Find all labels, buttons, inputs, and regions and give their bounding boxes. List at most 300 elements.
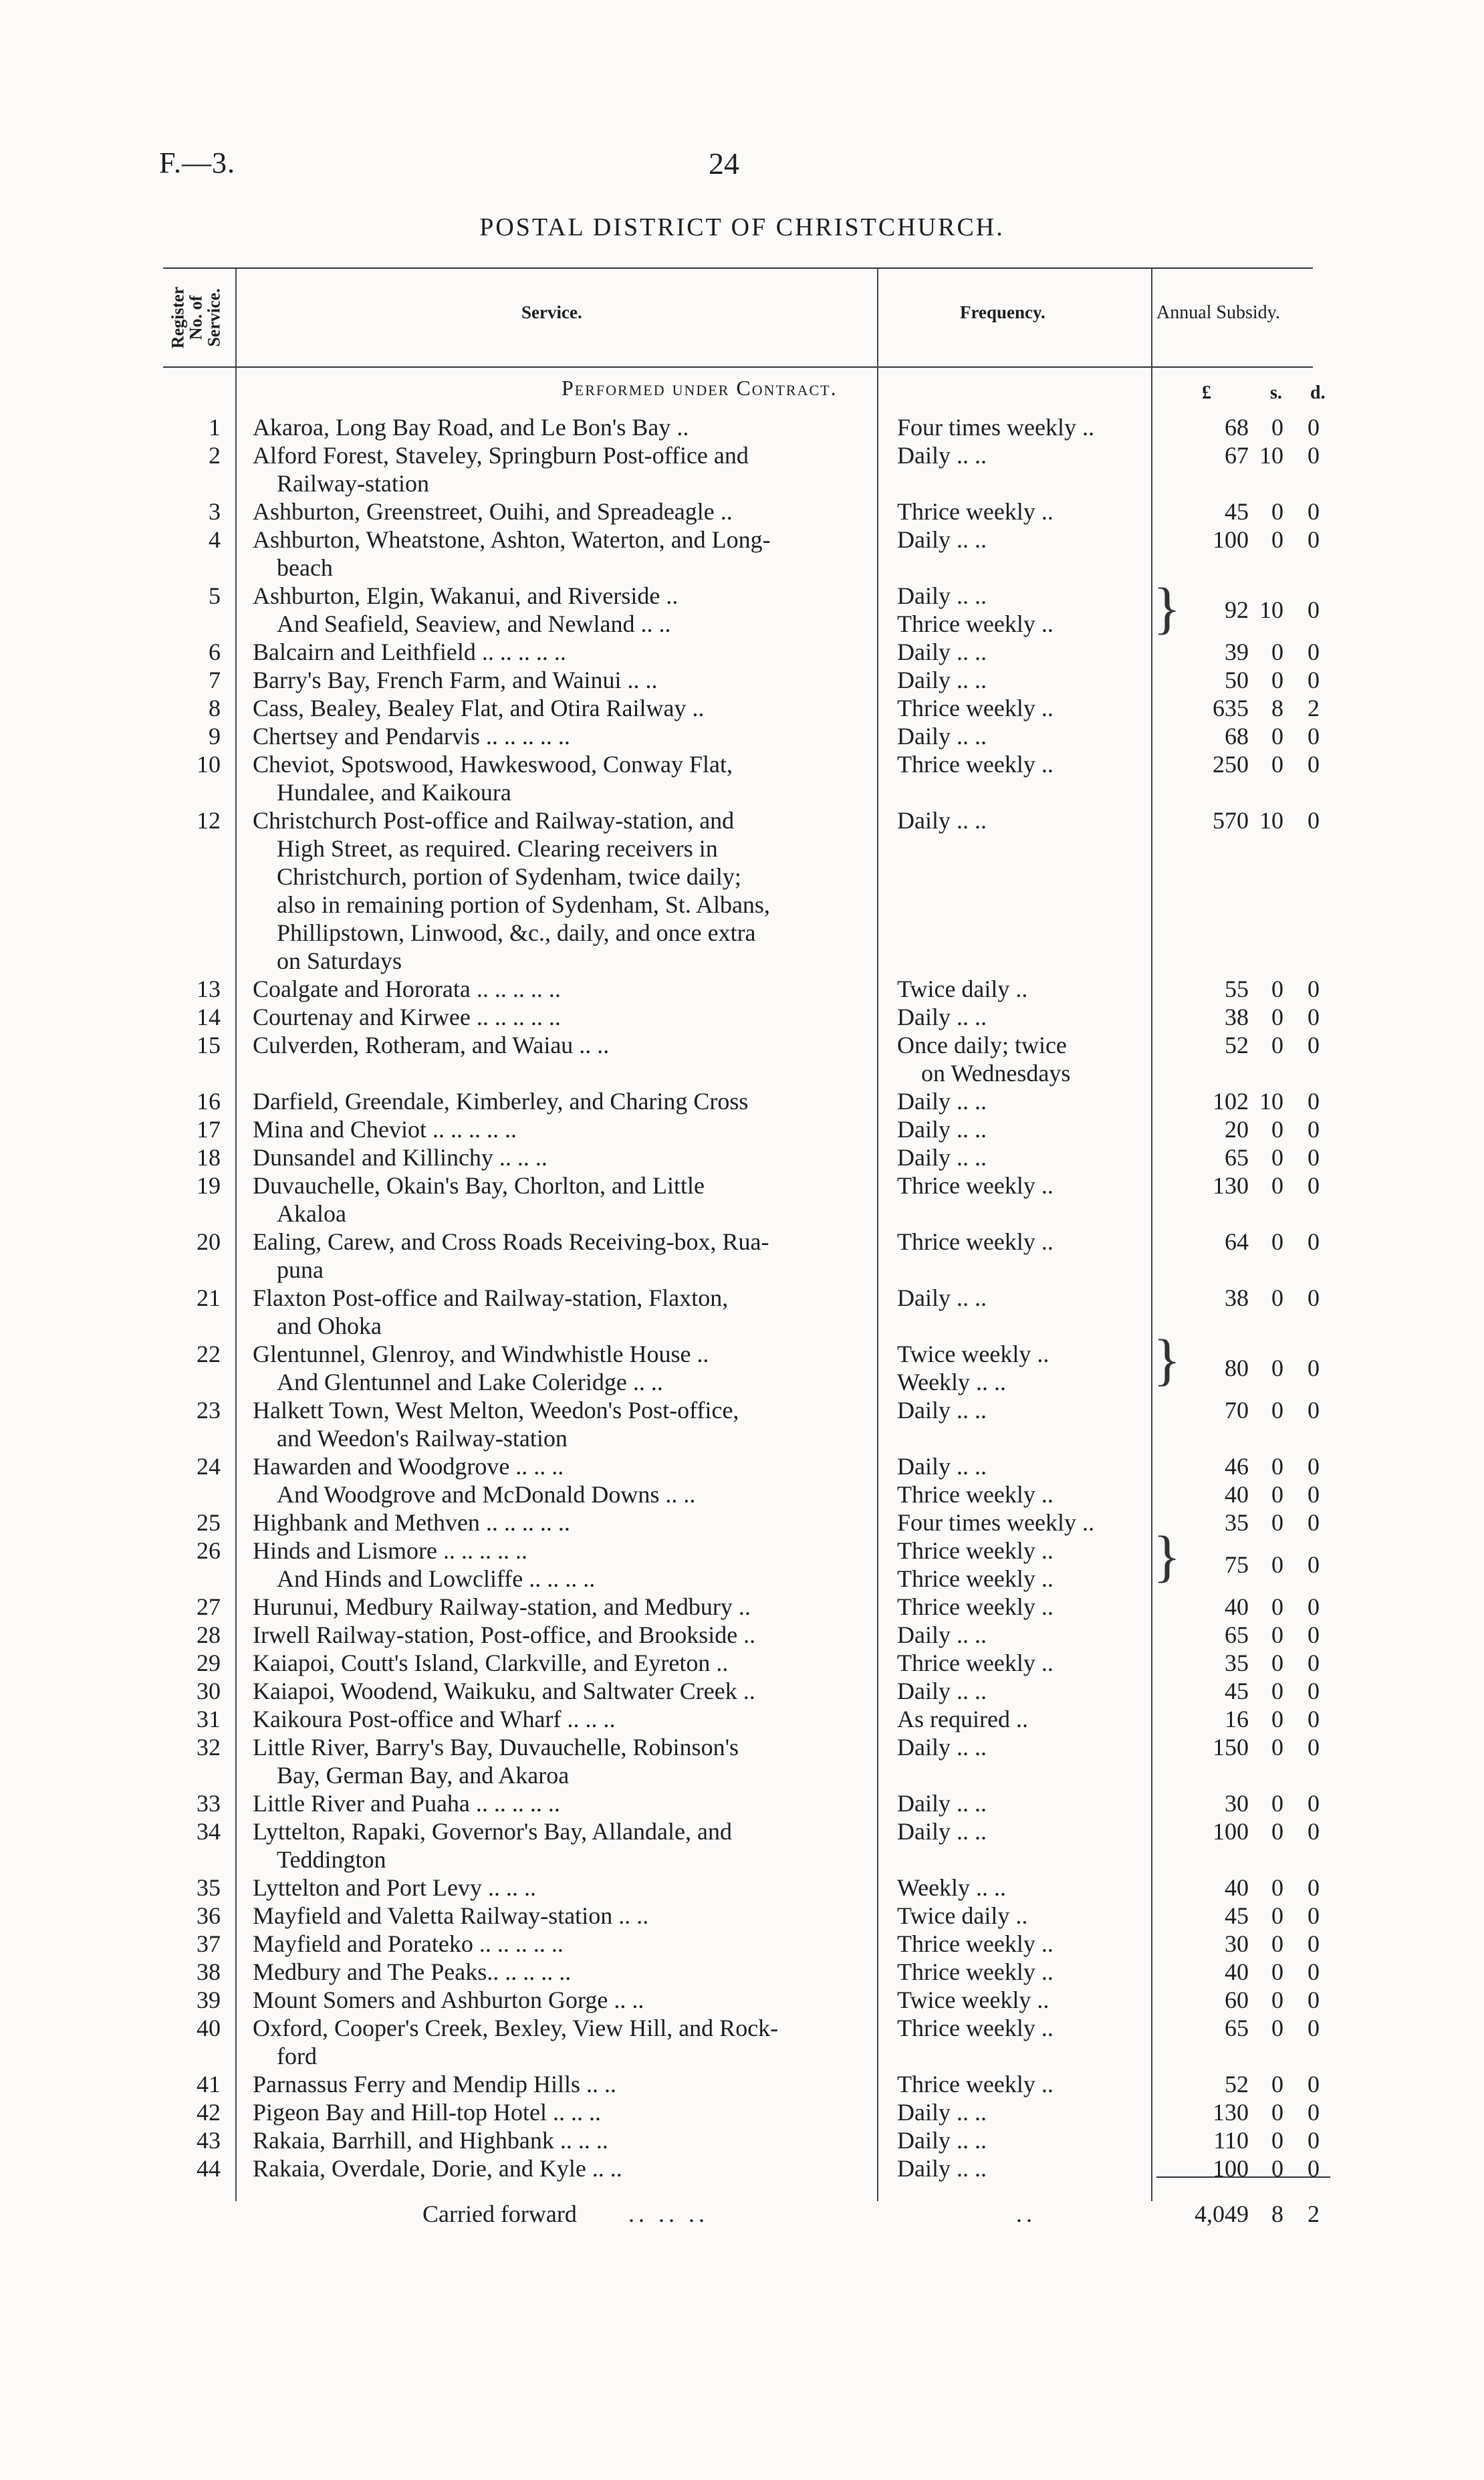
service-line: Railway-station — [277, 470, 429, 497]
register-number: 12 — [197, 807, 221, 834]
service-line: Little River, Barry's Bay, Duvauchelle, Robinson's — [253, 1734, 739, 1761]
frequency-cell — [897, 582, 1138, 638]
header-top-rule — [163, 267, 1313, 269]
register-number: 13 — [197, 976, 221, 1002]
carried-forward-leader-2: .. — [1016, 2201, 1036, 2227]
register-number: 31 — [197, 1706, 221, 1732]
subsidy-shillings: 0 — [1271, 1734, 1283, 1761]
subsidy-pounds: 40 — [1225, 1481, 1249, 1508]
service-line: Akaroa, Long Bay Road, and Le Bon's Bay .. — [253, 414, 689, 441]
subsidy-shillings: 0 — [1271, 1593, 1283, 1620]
service-line: Bay, German Bay, and Akaroa — [277, 1762, 570, 1789]
frequency-line: Thrice weekly .. — [897, 1565, 1054, 1592]
service-column-header: Service. — [521, 302, 582, 322]
service-line: Lyttelton and Port Levy .. .. .. — [253, 1874, 536, 1901]
register-number: 42 — [197, 2099, 221, 2126]
frequency-line: Daily .. .. — [897, 1621, 987, 1648]
frequency-cell — [897, 975, 1138, 1003]
subsidy-pounds: 102 — [1213, 1088, 1249, 1115]
service-line: And Glentunnel and Lake Coleridge .. .. — [277, 1369, 663, 1395]
subsidy-pence: 0 — [1308, 807, 1320, 834]
service-description — [253, 1508, 869, 1537]
subsidy-shillings: 0 — [1271, 1621, 1283, 1648]
subsidy-pounds: 92 — [1225, 596, 1249, 623]
frequency-cell — [897, 497, 1138, 526]
service-line: High Street, as required. Clearing receivers in — [277, 835, 718, 862]
register-number: 40 — [197, 2015, 221, 2041]
subsidy-pounds: 68 — [1225, 414, 1249, 441]
subsidy-pounds: 40 — [1225, 1958, 1249, 1985]
frequency-cell — [897, 1537, 1138, 1593]
frequency-line: Daily .. .. — [897, 1004, 987, 1030]
frequency-cell — [897, 1817, 1138, 1845]
frequency-cell — [897, 1452, 1138, 1480]
frequency-line: Twice daily .. — [897, 1902, 1028, 1929]
subsidy-shillings: 0 — [1271, 498, 1283, 525]
subsidy-pence: 0 — [1308, 1678, 1320, 1704]
frequency-line: Daily .. .. — [897, 1397, 987, 1424]
subsidy-shillings: 0 — [1271, 1284, 1283, 1311]
section-title: Performed under Contract. — [562, 376, 838, 400]
register-number: 34 — [197, 1818, 221, 1845]
service-line: Kaiapoi, Coutt's Island, Clarkville, and Eyreton .. — [253, 1650, 729, 1676]
frequency-line: Daily .. .. — [897, 1144, 987, 1171]
frequency-line: Daily .. .. — [897, 1116, 987, 1143]
service-description — [253, 1817, 869, 1874]
subsidy-pence: 0 — [1308, 1734, 1320, 1761]
header-bottom-rule — [163, 366, 1313, 368]
service-line: Teddington — [277, 1846, 386, 1873]
subsidy-pounds: 80 — [1225, 1355, 1249, 1381]
service-line: on Saturdays — [277, 947, 402, 974]
service-line: Highbank and Methven .. .. .. .. .. — [253, 1509, 570, 1536]
subsidy-pence: 0 — [1308, 1930, 1320, 1957]
service-description — [253, 1986, 869, 2014]
subsidy-pence: 0 — [1308, 414, 1320, 441]
subsidy-shillings: 0 — [1271, 526, 1283, 553]
service-line: ford — [277, 2043, 317, 2069]
service-line: Balcairn and Leithfield .. .. .. .. .. — [253, 639, 566, 665]
subsidy-pence: 0 — [1308, 1453, 1320, 1480]
service-description — [253, 1537, 869, 1593]
service-description — [253, 413, 869, 441]
service-description — [253, 1452, 869, 1480]
register-number: 10 — [197, 751, 221, 778]
service-line: Rakaia, Overdale, Dorie, and Kyle .. .. — [253, 2155, 622, 2182]
service-description — [253, 694, 869, 722]
service-line: beach — [277, 554, 333, 581]
service-line: Cheviot, Spotswood, Hawkeswood, Conway Flat, — [253, 751, 733, 778]
register-number: 44 — [197, 2155, 221, 2182]
subsidy-pounds: 55 — [1225, 976, 1249, 1002]
subsidy-pence: 0 — [1308, 498, 1320, 525]
service-line: Medbury and The Peaks.. .. .. .. .. — [253, 1958, 572, 1985]
service-line: Darfield, Greendale, Kimberley, and Charing Cross — [253, 1088, 749, 1115]
frequency-line: Daily .. .. — [897, 582, 987, 609]
page-number: 24 — [709, 146, 739, 181]
subsidy-pence: 0 — [1308, 1355, 1320, 1381]
subsidy-pence: 0 — [1308, 1874, 1320, 1901]
frequency-cell — [897, 750, 1138, 778]
subsidy-shillings: 0 — [1271, 1144, 1283, 1171]
subsidy-pence: 0 — [1308, 1284, 1320, 1311]
frequency-cell — [897, 2014, 1138, 2042]
service-line: Akaloa — [277, 1200, 346, 1227]
subsidy-shillings: 0 — [1271, 1958, 1283, 1985]
subsidy-pounds: 30 — [1225, 1930, 1249, 1957]
frequency-cell — [897, 1930, 1138, 1958]
subsidy-pounds: 35 — [1225, 1650, 1249, 1676]
service-line: Ashburton, Elgin, Wakanui, and Riverside .. — [253, 582, 678, 609]
register-number: 32 — [197, 1734, 221, 1761]
service-description — [253, 1930, 869, 1958]
bracket-row-5: } — [1153, 576, 1181, 640]
frequency-line: Daily .. .. — [897, 723, 987, 750]
frequency-cell — [897, 2154, 1138, 2182]
total-rule — [1156, 2176, 1330, 2178]
frequency-cell — [897, 1705, 1138, 1733]
service-description — [253, 1031, 869, 1059]
frequency-cell — [897, 638, 1138, 666]
subsidy-shillings: 0 — [1271, 1790, 1283, 1817]
frequency-line: Thrice weekly .. — [897, 2015, 1054, 2041]
subsidy-shillings: 8 — [1271, 695, 1283, 721]
subsidy-pounds: 67 — [1225, 442, 1249, 469]
register-number: 33 — [197, 1790, 221, 1817]
subsidy-shillings: 0 — [1271, 1172, 1283, 1199]
service-line: Mina and Cheviot .. .. .. .. .. — [253, 1116, 517, 1143]
subsidy-pounds: 45 — [1225, 1902, 1249, 1929]
service-description — [253, 1621, 869, 1649]
document-reference: F.—3. — [159, 146, 235, 179]
subsidy-shillings: 0 — [1271, 1551, 1283, 1578]
register-number: 16 — [197, 1088, 221, 1115]
register-header-text: Register No. of Service. — [168, 286, 224, 349]
subsidy-pence: 0 — [1308, 1958, 1320, 1985]
service-description — [253, 1593, 869, 1621]
register-number: 26 — [197, 1537, 221, 1564]
total-pence: 2 — [1308, 2201, 1320, 2227]
subsidy-pounds: 45 — [1225, 498, 1249, 525]
service-line: Coalgate and Hororata .. .. .. .. .. — [253, 976, 561, 1002]
frequency-cell — [897, 1143, 1138, 1171]
subsidy-pounds: 65 — [1225, 1621, 1249, 1648]
frequency-cell — [897, 1480, 1138, 1508]
frequency-line: Thrice weekly .. — [897, 1228, 1054, 1255]
register-number: 2 — [209, 442, 221, 469]
subsidy-column-header: Annual Subsidy. — [1156, 302, 1280, 323]
service-line: also in remaining portion of Sydenham, St. Albans, — [277, 891, 770, 918]
subsidy-pounds: 50 — [1225, 667, 1249, 693]
register-number: 41 — [197, 2071, 221, 2098]
register-number: 23 — [197, 1397, 221, 1424]
subsidy-pence: 0 — [1308, 1481, 1320, 1508]
frequency-cell — [897, 1902, 1138, 1930]
frequency-line: Thrice weekly .. — [897, 610, 1054, 637]
frequency-line: Thrice weekly .. — [897, 498, 1054, 525]
subsidy-shillings: 0 — [1271, 1706, 1283, 1732]
service-description — [253, 638, 869, 666]
subsidy-shillings: 0 — [1271, 1987, 1283, 2013]
subsidy-pounds: 75 — [1225, 1551, 1249, 1578]
subsidy-pounds: 38 — [1225, 1004, 1249, 1030]
subsidy-pounds: 39 — [1225, 639, 1249, 665]
subsidy-pounds: 250 — [1213, 751, 1249, 778]
total-shillings: 8 — [1271, 2201, 1283, 2227]
register-number: 5 — [209, 582, 221, 609]
frequency-cell — [897, 1284, 1138, 1312]
subsidy-shillings: 0 — [1271, 1004, 1283, 1030]
subsidy-pence: 0 — [1308, 1144, 1320, 1171]
frequency-line: Daily .. .. — [897, 1818, 987, 1845]
subsidy-pence: 0 — [1308, 667, 1320, 693]
service-line: Kaiapoi, Woodend, Waikuku, and Saltwater Creek .. — [253, 1678, 755, 1704]
frequency-line: Thrice weekly .. — [897, 1481, 1054, 1508]
subsidy-pounds: 68 — [1225, 723, 1249, 750]
frequency-line: Thrice weekly .. — [897, 1172, 1054, 1199]
service-description — [253, 526, 869, 582]
subsidy-pence: 0 — [1308, 1987, 1320, 2013]
service-line: puna — [277, 1256, 324, 1283]
subsidy-pounds: 100 — [1213, 1818, 1249, 1845]
subsidy-pounds: 64 — [1225, 1228, 1249, 1255]
register-number: 38 — [197, 1958, 221, 1985]
subsidy-shillings: 10 — [1259, 442, 1283, 469]
subsidy-pence: 0 — [1308, 1593, 1320, 1620]
frequency-line: Thrice weekly .. — [897, 1958, 1054, 1985]
service-line: Hinds and Lismore .. .. .. .. .. — [253, 1537, 527, 1564]
subsidy-pence: 0 — [1308, 1032, 1320, 1058]
register-number: 14 — [197, 1004, 221, 1030]
carried-forward-leader: .. .. .. — [628, 2201, 709, 2227]
pence-header: d. — [1310, 382, 1326, 403]
subsidy-shillings: 0 — [1271, 1902, 1283, 1929]
subsidy-pounds: 20 — [1225, 1116, 1249, 1143]
service-line: Ealing, Carew, and Cross Roads Receiving-box, Rua- — [253, 1228, 769, 1255]
subsidy-shillings: 0 — [1271, 2127, 1283, 2154]
register-number: 7 — [209, 667, 221, 693]
subsidy-pounds: 40 — [1225, 1593, 1249, 1620]
subsidy-pence: 0 — [1308, 1551, 1320, 1578]
service-description — [253, 1087, 869, 1115]
service-description — [253, 582, 869, 638]
subsidy-shillings: 0 — [1271, 2071, 1283, 2098]
subsidy-pence: 0 — [1308, 2099, 1320, 2126]
frequency-cell — [897, 1228, 1138, 1256]
column-rule-register — [235, 269, 237, 2201]
subsidy-pounds: 45 — [1225, 1678, 1249, 1704]
pounds-header: £ — [1202, 382, 1211, 403]
column-rule-service — [877, 269, 878, 2201]
frequency-line: Thrice weekly .. — [897, 1930, 1054, 1957]
service-description — [253, 1003, 869, 1031]
service-description — [253, 1143, 869, 1171]
subsidy-pounds: 65 — [1225, 1144, 1249, 1171]
service-description — [253, 2014, 869, 2070]
service-description — [253, 441, 869, 497]
subsidy-pence: 0 — [1308, 976, 1320, 1002]
service-line: Barry's Bay, French Farm, and Wainui .. .. — [253, 667, 658, 693]
service-line: Pigeon Bay and Hill-top Hotel .. .. .. — [253, 2099, 601, 2126]
frequency-line: Daily .. .. — [897, 1284, 987, 1311]
subsidy-shillings: 0 — [1271, 1481, 1283, 1508]
subsidy-pounds: 100 — [1213, 2155, 1249, 2182]
service-description — [253, 1171, 869, 1228]
frequency-line: Thrice weekly .. — [897, 751, 1054, 778]
service-description — [253, 1902, 869, 1930]
register-number: 39 — [197, 1987, 221, 2013]
service-line: And Hinds and Lowcliffe .. .. .. .. — [277, 1565, 596, 1592]
register-number: 1 — [209, 414, 221, 441]
service-line: Glentunnel, Glenroy, and Windwhistle House .. — [253, 1341, 709, 1367]
frequency-line: As required .. — [897, 1706, 1028, 1732]
subsidy-pounds: 38 — [1225, 1284, 1249, 1311]
frequency-line: Daily .. .. — [897, 1790, 987, 1817]
frequency-cell — [897, 1593, 1138, 1621]
service-line: Ashburton, Greenstreet, Ouihi, and Spreadeagle .. — [253, 498, 733, 525]
subsidy-pence: 2 — [1308, 695, 1320, 721]
subsidy-pence: 0 — [1308, 639, 1320, 665]
service-line: Courtenay and Kirwee .. .. .. .. .. — [253, 1004, 561, 1030]
frequency-line: Twice weekly .. — [897, 1987, 1049, 2013]
subsidy-pounds: 46 — [1225, 1453, 1249, 1480]
register-column-header — [159, 271, 233, 364]
subsidy-shillings: 10 — [1259, 1088, 1283, 1115]
frequency-cell — [897, 694, 1138, 722]
register-number: 29 — [197, 1650, 221, 1676]
register-number: 35 — [197, 1874, 221, 1901]
service-line: Lyttelton, Rapaki, Governor's Bay, Allandale, and — [253, 1818, 732, 1845]
register-number: 8 — [209, 695, 221, 721]
frequency-cell — [897, 1789, 1138, 1817]
subsidy-pounds: 30 — [1225, 1790, 1249, 1817]
frequency-line: Thrice weekly .. — [897, 2071, 1054, 2098]
frequency-line: on Wednesdays — [921, 1060, 1071, 1087]
service-line: and Weedon's Railway-station — [277, 1425, 568, 1452]
subsidy-pence: 0 — [1308, 1172, 1320, 1199]
service-description — [253, 1396, 869, 1452]
frequency-cell — [897, 806, 1138, 834]
subsidy-pence: 0 — [1308, 1706, 1320, 1732]
frequency-cell — [897, 2126, 1138, 2154]
register-number: 19 — [197, 1172, 221, 1199]
service-description — [253, 2126, 869, 2154]
register-number: 15 — [197, 1032, 221, 1058]
service-description — [253, 2070, 869, 2098]
service-description — [253, 806, 869, 975]
subsidy-shillings: 0 — [1271, 2099, 1283, 2126]
register-number: 21 — [197, 1284, 221, 1311]
service-line: And Seafield, Seaview, and Newland .. .. — [277, 610, 671, 637]
service-line: Duvauchelle, Okain's Bay, Chorlton, and Little — [253, 1172, 705, 1199]
subsidy-shillings: 0 — [1271, 639, 1283, 665]
frequency-line: Weekly .. .. — [897, 1369, 1007, 1395]
subsidy-pounds: 130 — [1213, 1172, 1249, 1199]
register-number: 25 — [197, 1509, 221, 1536]
service-line: Oxford, Cooper's Creek, Bexley, View Hill, and Rock- — [253, 2015, 779, 2041]
service-description — [253, 2154, 869, 2182]
service-line: Ashburton, Wheatstone, Ashton, Waterton, and Long- — [253, 526, 771, 553]
frequency-cell — [897, 413, 1138, 441]
carried-forward-label: Carried forward — [422, 2201, 577, 2227]
frequency-cell — [897, 1171, 1138, 1200]
service-description — [253, 1677, 869, 1705]
subsidy-pence: 0 — [1308, 723, 1320, 750]
frequency-line: Daily .. .. — [897, 2155, 987, 2182]
service-description — [253, 1228, 869, 1284]
service-line: Alford Forest, Staveley, Springburn Post-office and — [253, 442, 749, 469]
subsidy-pounds: 52 — [1225, 2071, 1249, 2098]
register-number: 36 — [197, 1902, 221, 1929]
frequency-cell — [897, 1031, 1138, 1087]
total-pounds: 4,049 — [1195, 2201, 1249, 2227]
frequency-cell — [897, 1508, 1138, 1537]
frequency-line: Daily .. .. — [897, 526, 987, 553]
frequency-cell — [897, 722, 1138, 750]
service-description — [253, 1649, 869, 1677]
service-line: Christchurch, portion of Sydenham, twice daily; — [277, 863, 741, 890]
frequency-line: Thrice weekly .. — [897, 695, 1054, 721]
service-line: Parnassus Ferry and Mendip Hills .. .. — [253, 2071, 616, 2098]
subsidy-pounds: 130 — [1213, 2099, 1249, 2126]
service-line: Kaikoura Post-office and Wharf .. .. .. — [253, 1706, 616, 1732]
service-line: Hurunui, Medbury Railway-station, and Medbury .. — [253, 1593, 751, 1620]
frequency-line: Daily .. .. — [897, 807, 987, 834]
subsidy-pounds: 110 — [1213, 2127, 1249, 2154]
subsidy-shillings: 0 — [1271, 1116, 1283, 1143]
shillings-header: s. — [1270, 382, 1282, 403]
register-number: 17 — [197, 1116, 221, 1143]
subsidy-shillings: 0 — [1271, 2155, 1283, 2182]
service-description — [253, 1340, 869, 1396]
frequency-line: Daily .. .. — [897, 442, 987, 469]
subsidy-pence: 0 — [1308, 1621, 1320, 1648]
subsidy-pounds: 150 — [1213, 1734, 1249, 1761]
service-line: Hundalee, and Kaikoura — [277, 779, 511, 806]
frequency-cell — [897, 666, 1138, 694]
subsidy-pence: 0 — [1308, 1818, 1320, 1845]
subsidy-shillings: 0 — [1271, 1818, 1283, 1845]
subsidy-pence: 0 — [1308, 1004, 1320, 1030]
frequency-line: Thrice weekly .. — [897, 1593, 1054, 1620]
frequency-cell — [897, 1649, 1138, 1677]
frequency-cell — [897, 526, 1138, 554]
service-description — [253, 1284, 869, 1340]
subsidy-shillings: 10 — [1259, 807, 1283, 834]
register-number: 4 — [209, 526, 221, 553]
frequency-cell — [897, 1958, 1138, 1986]
subsidy-pence: 0 — [1308, 2127, 1320, 2154]
frequency-line: Daily .. .. — [897, 2127, 987, 2154]
frequency-line: Once daily; twice — [897, 1032, 1067, 1058]
service-line: Rakaia, Barrhill, and Highbank .. .. .. — [253, 2127, 608, 2154]
service-line: Christchurch Post-office and Railway-station, and — [253, 807, 735, 834]
register-number: 24 — [197, 1453, 221, 1480]
service-line: Chertsey and Pendarvis .. .. .. .. .. — [253, 723, 570, 750]
bracket-row-22: } — [1153, 1327, 1181, 1391]
subsidy-shillings: 0 — [1271, 2015, 1283, 2041]
frequency-line: Thrice weekly .. — [897, 1650, 1054, 1676]
service-line: Dunsandel and Killinchy .. .. .. — [253, 1144, 547, 1171]
frequency-line: Four times weekly .. — [897, 1509, 1094, 1536]
subsidy-shillings: 0 — [1271, 1397, 1283, 1424]
subsidy-shillings: 0 — [1271, 723, 1283, 750]
frequency-cell — [897, 1621, 1138, 1649]
subsidy-pence: 0 — [1308, 526, 1320, 553]
subsidy-shillings: 0 — [1271, 1355, 1283, 1381]
service-line: And Woodgrove and McDonald Downs .. .. — [277, 1481, 696, 1508]
frequency-line: Daily .. .. — [897, 1453, 987, 1480]
